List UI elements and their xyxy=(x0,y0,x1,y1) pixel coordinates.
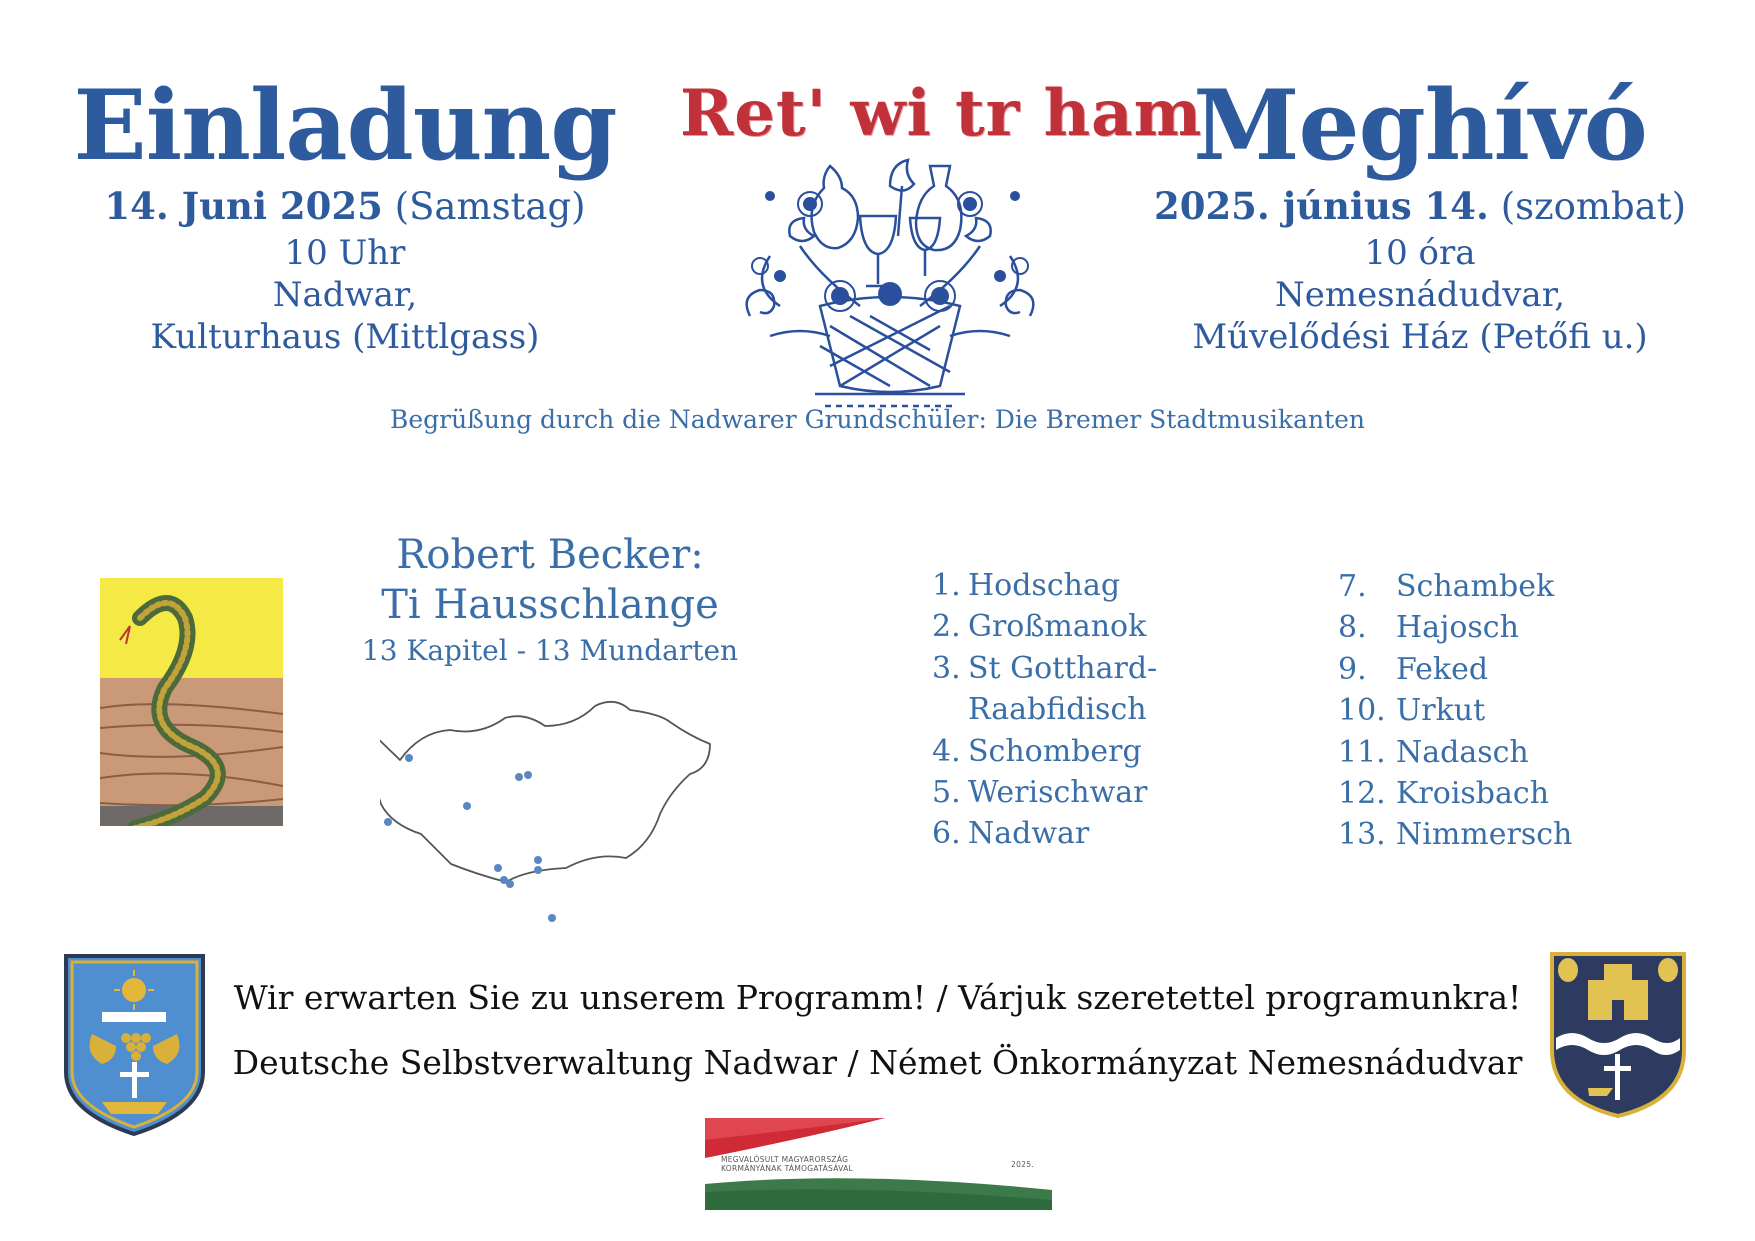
place-german-line1: Nadwar, xyxy=(272,274,418,315)
list-item: 7. Schambek xyxy=(1338,569,1555,604)
government-support-banner xyxy=(705,1118,1052,1210)
date-german xyxy=(40,186,650,228)
date-hungarian xyxy=(1110,186,1730,228)
greeting-line: Begrüßung durch die Nadwarer Grundschüler: Die Bremer Stadtmusikanten xyxy=(389,405,1366,434)
book-info xyxy=(330,530,770,667)
date-german-bold: 14. Juni 2025 xyxy=(104,184,383,228)
list-item: 13. Nimmersch xyxy=(1338,817,1573,853)
place-hungarian-line1: Nemesnádudvar, xyxy=(1274,274,1566,315)
page-title-german: Einladung xyxy=(73,69,617,182)
left-header xyxy=(40,69,650,357)
book-title: Ti Hausschlange xyxy=(381,582,719,628)
list-item: 11. Nadasch xyxy=(1338,734,1529,770)
date-german-day: (Samstag) xyxy=(394,185,586,228)
page-title-hungarian: Meghívó xyxy=(1193,69,1647,182)
logo-text: Ret' wi tr ham xyxy=(680,76,1203,151)
right-header xyxy=(1110,69,1730,357)
time-hungarian: 10 óra xyxy=(1364,232,1476,273)
snake-illustration xyxy=(100,578,283,826)
list-item: 6. Nadwar xyxy=(932,816,1090,852)
list-item: 5. Werischwar xyxy=(932,774,1148,810)
list-item: 12. Kroisbach xyxy=(1338,775,1550,811)
place-german-line2: Kulturhaus (Mittlgass) xyxy=(150,316,540,357)
list-item: 4. Schomberg xyxy=(932,733,1142,769)
list-item-continuation: Raabfidisch xyxy=(968,692,1147,728)
date-hungarian-day: (szombat) xyxy=(1500,185,1687,228)
list-item: 2. Großmanok xyxy=(932,609,1147,645)
list-item: 9. Feked xyxy=(1338,651,1489,687)
flower-basket-icon xyxy=(730,156,1050,421)
support-line-1: MEGVALÓSULT MAGYARORSZÁG xyxy=(721,1155,849,1164)
list-item: 10. Urkut xyxy=(1338,693,1486,729)
closing-line-2: Deutsche Selbstverwaltung Nadwar / Német Önkormányzat Nemesnádudvar xyxy=(232,1043,1523,1082)
place-hungarian-line2: Művelődési Ház (Petőfi u.) xyxy=(1192,316,1648,357)
hungary-map-icon xyxy=(380,688,745,928)
support-year: 2025. xyxy=(1011,1160,1034,1169)
nemesnadudvar-coat-of-arms-icon xyxy=(1548,950,1688,1120)
book-author: Robert Becker: xyxy=(396,532,704,578)
closing-line-1: Wir erwarten Sie zu unserem Programm! / Várjuk szeretettel programunkra! xyxy=(233,978,1522,1017)
list-item: 1. Hodschag xyxy=(932,568,1121,603)
support-line-2: KORMÁNYÁNAK TÁMOGATÁSÁVAL xyxy=(721,1163,854,1173)
event-logo xyxy=(680,76,1203,421)
dialect-list-right xyxy=(1338,566,1572,856)
list-item: 8. Hajosch xyxy=(1338,610,1519,646)
date-hungarian-bold: 2025. június 14. xyxy=(1153,184,1489,228)
dialect-list-left xyxy=(932,565,1157,855)
book-subtitle: 13 Kapitel - 13 Mundarten xyxy=(361,634,739,667)
list-item: 3. St Gotthard- xyxy=(932,650,1158,686)
time-german: 10 Uhr xyxy=(284,232,406,273)
